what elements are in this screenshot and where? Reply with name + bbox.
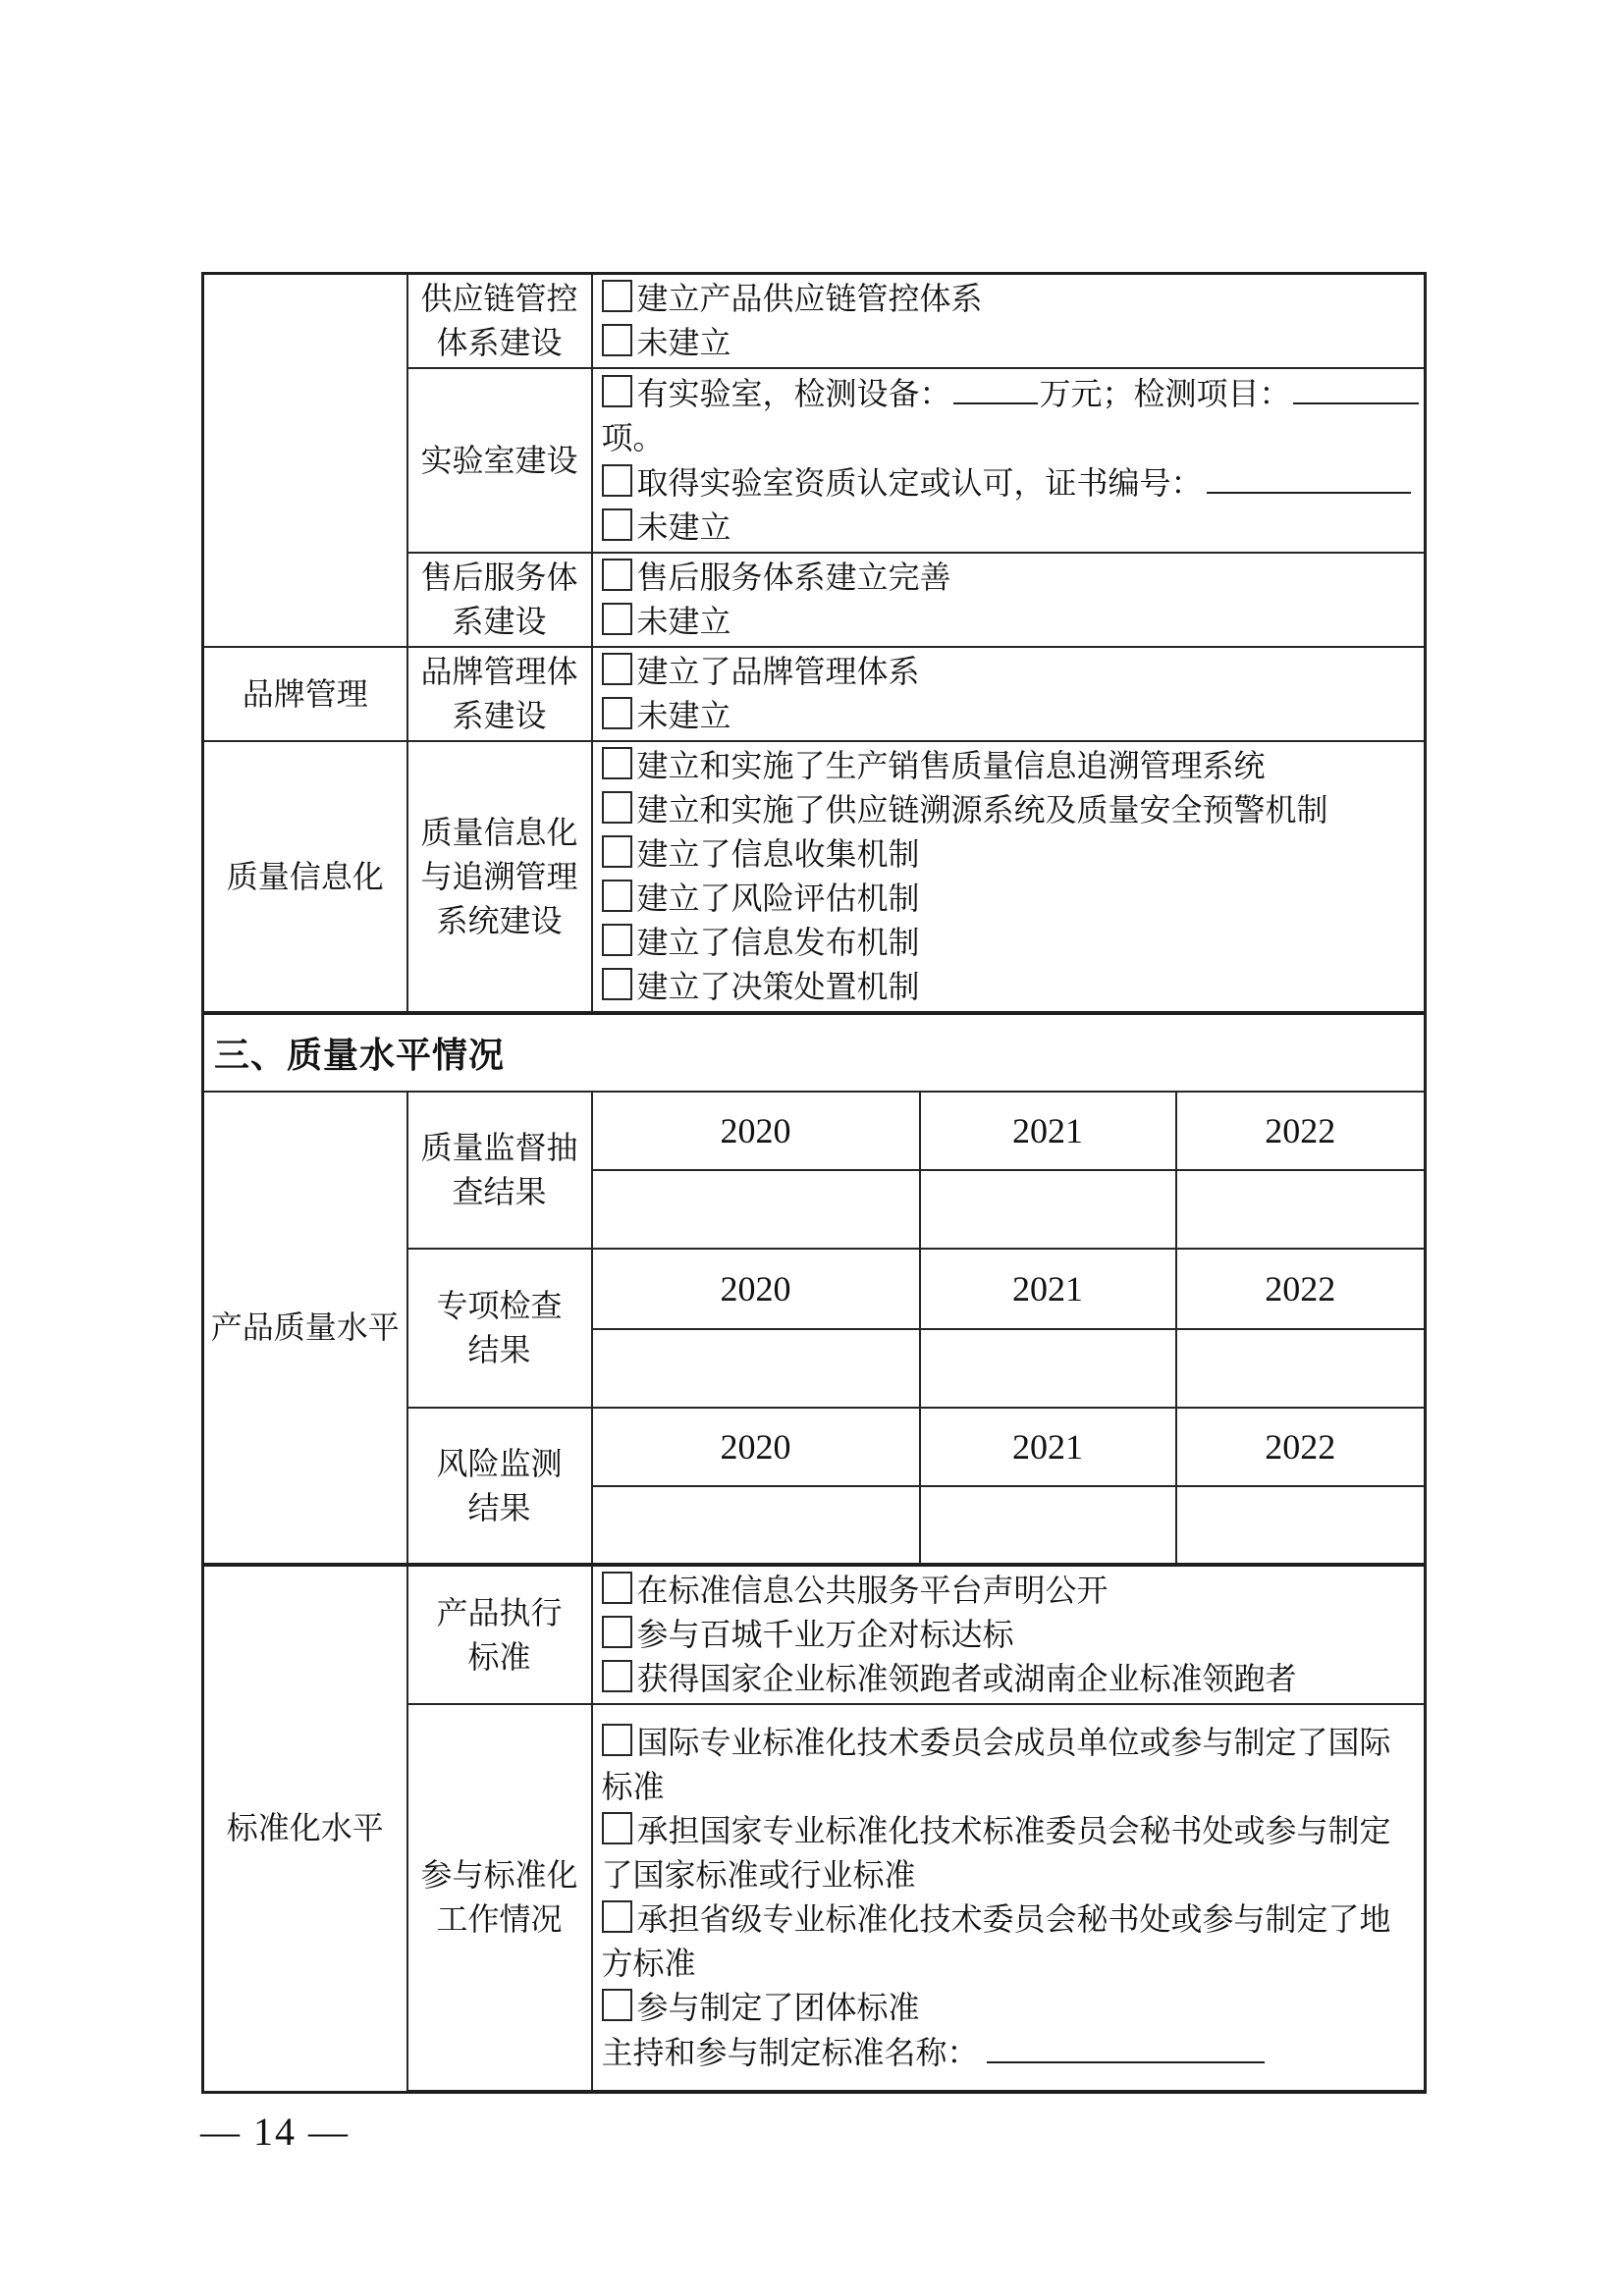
checkbox-label: 建立和实施了供应链溯源系统及质量安全预警机制 [636,792,1328,828]
options-cell-brand [592,647,1426,741]
subcategory-cell-special-inspection [407,1249,592,1408]
subcategory-label: 质量信息化 [420,814,578,850]
checkbox-icon [602,603,632,635]
checkbox-icon [602,508,632,541]
checkbox-label: 参与制定了团体标准 [636,1989,920,2025]
category-cell-standardization-level [203,1565,407,2092]
result-input-cell [1176,1329,1426,1408]
subcategory-label: 品牌管理体 [420,654,578,689]
checkbox-item [602,1809,1416,1897]
subcategory-label: 标准 [467,1638,531,1675]
checkbox-icon [602,1900,632,1933]
year-header-cell: 2022 [1176,1408,1426,1486]
checkbox-label: 建立了信息发布机制 [636,925,920,960]
checkbox-icon [602,1989,632,2021]
checkbox-item [602,921,1416,965]
checkbox-item [602,1897,1416,1986]
checkbox-label: 取得实验室资质认定或认可，证书编号： [636,465,1203,501]
checkbox-label: 未建立 [636,509,731,545]
year-header-cell: 2020 [592,1092,920,1170]
checkbox-item [602,650,1416,694]
result-input-cell [920,1170,1176,1249]
checkbox-label: 获得国家企业标准领跑者或湖南企业标准领跑者 [636,1661,1297,1696]
subcategory-cell-product-standards [407,1565,592,1704]
options-cell-supply-chain [592,274,1426,369]
category-cell-empty [203,274,407,648]
checkbox-label: 在标准信息公共服务平台声明公开 [636,1573,1109,1608]
checkbox-item [602,506,1416,550]
subcategory-cell-after-sales [407,553,592,647]
checkbox-label: 建立了决策处置机制 [636,969,920,1004]
checkbox-item [602,788,1416,832]
subcategory-cell-laboratory [407,368,592,553]
year-header-cell: 2021 [920,1249,1176,1329]
category-label: 品牌管理 [242,675,368,712]
category-cell-product-quality-level [203,1092,407,1565]
checkbox-label: 建立了风险评估机制 [636,881,920,916]
checkbox-label: 万元；检测项目： [1039,376,1291,411]
checkbox-label: 建立产品供应链管控体系 [636,281,983,316]
checkbox-label: 未建立 [636,604,731,639]
subcategory-label: 专项检查 [436,1288,563,1323]
subcategory-label: 实验室建设 [420,442,578,478]
checkbox-item [602,277,1416,321]
subcategory-label: 系建设 [452,604,547,639]
checkbox-icon [602,559,632,591]
year-header-cell: 2020 [592,1249,920,1329]
checkbox-label: 承担国家专业标准化技术标准委员会秘书处或参与制定了国家标准或行业标准 [601,1812,1391,1893]
assessment-form-table [201,272,1427,2094]
year-header-cell: 2022 [1176,1092,1426,1170]
category-label: 产品质量水平 [210,1309,400,1345]
subcategory-label: 结果 [467,1489,531,1525]
wrapped-text-line [602,416,1416,460]
checkbox-label: 建立了品牌管理体系 [636,654,920,689]
checkbox-icon [602,653,632,685]
checkbox-icon [602,324,632,356]
checkbox-item [602,965,1416,1009]
checkbox-label: 未建立 [636,325,731,360]
category-label: 质量信息化 [226,858,384,894]
subcategory-label: 查结果 [452,1174,547,1209]
checkbox-icon [602,747,632,779]
year-header-cell: 2021 [920,1092,1176,1170]
checkbox-icon [602,1572,632,1604]
checkbox-label: 参与百城千业万企对标达标 [636,1617,1014,1652]
checkbox-label: 承担省级专业标准化技术委员会秘书处或参与制定了地方标准 [601,1900,1391,1981]
result-input-cell [592,1486,920,1565]
checkbox-icon [602,880,632,912]
fill-in-blank [1293,371,1419,404]
checkbox-item [602,877,1416,921]
options-cell-laboratory [592,368,1426,553]
category-label: 标准化水平 [226,1810,384,1846]
checkbox-icon [602,375,632,407]
options-cell-quality-info [592,741,1426,1013]
subcategory-label: 供应链管控 [420,281,578,316]
fill-in-blank [1207,460,1411,494]
checkbox-item [602,321,1416,365]
category-cell-brand-management [203,647,407,741]
checkbox-icon [602,1616,632,1648]
result-input-cell [1176,1486,1426,1565]
checkbox-item [602,1569,1416,1613]
checkbox-label: 项。 [601,420,665,455]
fill-in-blank [953,371,1038,404]
subcategory-label: 结果 [467,1332,531,1367]
result-input-cell [592,1170,920,1249]
fill-in-prompt: 主持和参与制定标准名称： [601,2034,979,2070]
subcategory-label: 质量监督抽 [420,1130,578,1165]
checkbox-icon [602,968,632,1000]
checkbox-item [602,371,1416,416]
checkbox-icon [602,835,632,868]
checkbox-icon [602,464,632,497]
checkbox-label: 国际专业标准化技术委员会成员单位或参与制定了国际标准 [601,1724,1391,1804]
checkbox-item [602,694,1416,738]
subcategory-label: 系统建设 [436,902,563,938]
result-input-cell [592,1329,920,1408]
subcategory-label: 风险监测 [436,1445,563,1481]
checkbox-icon [602,1812,632,1844]
checkbox-item [602,600,1416,644]
checkbox-label: 未建立 [636,698,731,733]
checkbox-item [602,1986,1416,2030]
fill-in-blank [987,2030,1265,2063]
checkbox-item [602,460,1416,506]
fill-in-line [602,2030,1416,2075]
checkbox-icon [602,791,632,824]
options-cell-after-sales [592,553,1426,647]
page-number: — 14 — [200,2109,350,2154]
subcategory-label: 体系建设 [436,325,563,360]
category-cell-quality-informatization [203,741,407,1013]
checkbox-item [602,1613,1416,1657]
subcategory-cell-brand-system [407,647,592,741]
subcategory-cell-supervision-sampling [407,1092,592,1249]
result-input-cell [920,1486,1176,1565]
checkbox-label: 建立了信息收集机制 [636,836,920,872]
options-cell-product-standards [592,1565,1426,1704]
subcategory-cell-supply-chain [407,274,592,369]
subcategory-label: 与追溯管理 [420,858,578,894]
year-header-cell: 2020 [592,1408,920,1486]
checkbox-label: 建立和实施了生产销售质量信息追溯管理系统 [636,748,1266,783]
checkbox-icon [602,1660,632,1692]
checkbox-label: 有实验室，检测设备： [636,376,951,411]
checkbox-item [602,1657,1416,1701]
subcategory-cell-standardization-participation [407,1704,592,2092]
subcategory-label: 产品执行 [436,1594,563,1630]
checkbox-item [602,832,1416,877]
subcategory-cell-risk-monitoring [407,1408,592,1565]
checkbox-item [602,744,1416,788]
year-header-cell: 2022 [1176,1249,1426,1329]
result-input-cell [1176,1170,1426,1249]
checkbox-label: 售后服务体系建立完善 [636,560,951,595]
subcategory-label: 工作情况 [436,1901,563,1937]
checkbox-item [602,1721,1416,1809]
checkbox-icon [602,924,632,956]
subcategory-label: 系建设 [452,698,547,733]
year-header-cell: 2021 [920,1408,1176,1486]
section-3-header: 三、质量水平情况 [203,1013,1426,1092]
checkbox-item [602,556,1416,600]
checkbox-icon [602,280,632,312]
options-cell-standardization-participation [592,1704,1426,2092]
checkbox-icon [602,1724,632,1756]
subcategory-cell-traceability-system [407,741,592,1013]
subcategory-label: 售后服务体 [420,560,578,595]
result-input-cell [920,1329,1176,1408]
checkbox-icon [602,697,632,729]
subcategory-label: 参与标准化 [420,1857,578,1893]
